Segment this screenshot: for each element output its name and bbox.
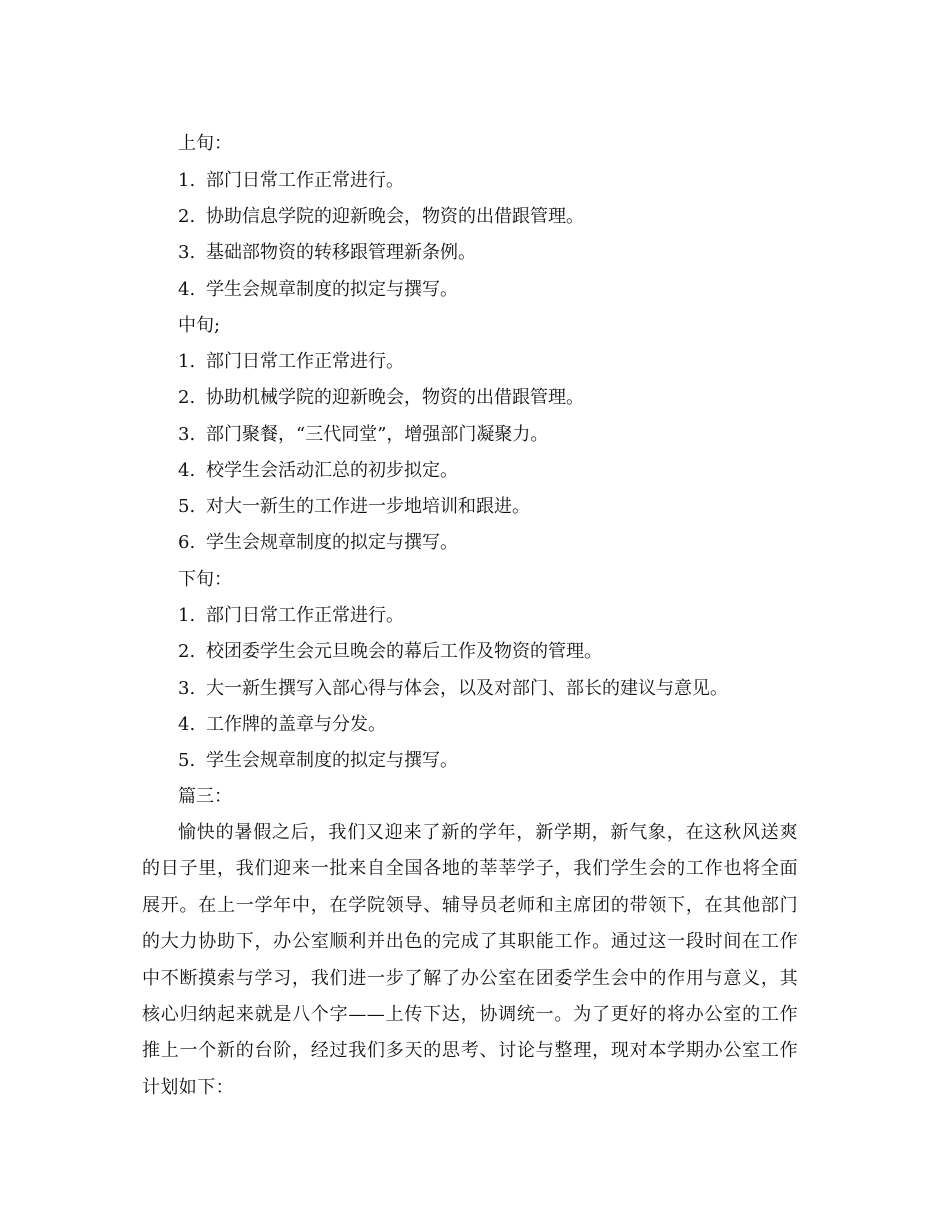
item-number: 4. xyxy=(178,714,196,735)
item-number: 6. xyxy=(178,532,196,553)
section-heading: 上旬： xyxy=(178,133,232,154)
item-number: 1. xyxy=(178,605,196,626)
item-text: 学生会规章制度的拟定与撰写。 xyxy=(206,750,458,771)
item-text: 协助信息学院的迎新晚会，物资的出借跟管理。 xyxy=(206,206,584,227)
section-heading: 下旬： xyxy=(178,569,232,590)
list-item xyxy=(178,387,584,409)
body-paragraph: 愉快的暑假之后，我们又迎来了新的学年，新学期，新气象，在这秋风送爽的日子里，我们迎来一批来自全国各地的莘莘学子，我们学生会的工作也将全面展开。在上一学年中，在学院领导、辅导员老师和主席团的带领下，在其他部门的大力协助下，办公室顺利并出色的完成了其职能工作。通过这一段时间在工作中不断摸索与学习，我们进一步了解了办公室在团委学生会中的作用与意义，其核心归纳起来就是八个字——上传下达，协调统一。为了更好的将办公室的工作推上一个新的台阶，经过我们多天的思考、讨论与整理，现对本学期办公室工作计划如下： xyxy=(142,822,798,1098)
list-item xyxy=(178,206,584,228)
item-text: 部门聚餐，“三代同堂”，增强部门凝聚力。 xyxy=(206,424,549,445)
item-text: 部门日常工作正常进行。 xyxy=(206,605,404,626)
item-number: 1. xyxy=(178,170,196,191)
list-item xyxy=(178,714,386,736)
item-text: 基础部物资的转移跟管理新条例。 xyxy=(206,242,476,263)
item-number: 4. xyxy=(178,279,196,300)
list-item xyxy=(178,279,458,301)
list-item xyxy=(178,460,458,482)
section-heading: 中旬; xyxy=(178,315,221,336)
item-text: 工作牌的盖章与分发。 xyxy=(206,714,386,735)
list-item xyxy=(178,605,404,627)
list-item xyxy=(178,750,458,772)
item-text: 协助机械学院的迎新晚会，物资的出借跟管理。 xyxy=(206,387,584,408)
list-item xyxy=(178,532,458,554)
item-number: 3. xyxy=(178,242,196,263)
list-item xyxy=(178,641,602,663)
list-item xyxy=(178,678,728,700)
item-number: 3. xyxy=(178,424,196,445)
list-item xyxy=(178,496,530,518)
item-text: 大一新生撰写入部心得与体会，以及对部门、部长的建议与意见。 xyxy=(206,678,728,699)
item-text: 部门日常工作正常进行。 xyxy=(206,170,404,191)
item-number: 2. xyxy=(178,641,196,662)
item-number: 5. xyxy=(178,750,196,771)
chapter-heading: 篇三： xyxy=(178,786,232,807)
item-text: 校团委学生会元旦晚会的幕后工作及物资的管理。 xyxy=(206,641,602,662)
list-item xyxy=(178,242,476,264)
item-number: 5. xyxy=(178,496,196,517)
item-number: 4. xyxy=(178,460,196,481)
item-number: 2. xyxy=(178,387,196,408)
item-number: 2. xyxy=(178,206,196,227)
list-item xyxy=(178,424,548,446)
item-text: 对大一新生的工作进一步地培训和跟进。 xyxy=(206,496,530,517)
item-text: 学生会规章制度的拟定与撰写。 xyxy=(206,532,458,553)
list-item xyxy=(178,170,404,192)
item-number: 3. xyxy=(178,678,196,699)
item-text: 校学生会活动汇总的初步拟定。 xyxy=(206,460,458,481)
item-text: 学生会规章制度的拟定与撰写。 xyxy=(206,279,458,300)
list-item xyxy=(178,351,404,373)
item-text: 部门日常工作正常进行。 xyxy=(206,351,404,372)
item-number: 1. xyxy=(178,351,196,372)
